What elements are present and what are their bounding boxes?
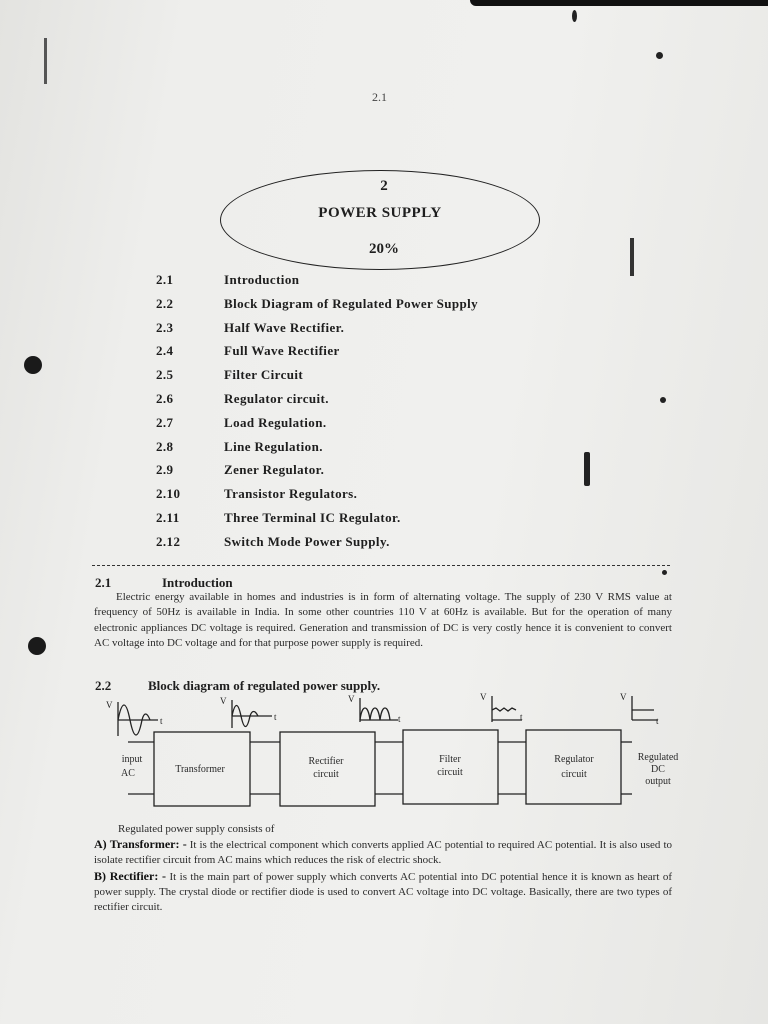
ac-input-waveform: [106, 700, 163, 736]
chapter-weightage: 20%: [369, 241, 399, 257]
toc-item: [156, 296, 576, 320]
rectifier-label-line2: circuit: [313, 769, 339, 780]
intro-text: Electric energy available in homes and industries is in form of alternating voltage. The supply of 230 V RMS value at frequency of 50Hz is available in India. In some other countries 110 V at 60Hz is available. But for the operation of many electronic appliances DC voltage is required. Generation and transmission of DC is very costly hence it is convenient to convert AC voltage into DC voltage and for that purpose power supply is required.: [94, 591, 672, 649]
punch-hole-top: [24, 356, 42, 374]
regulator-label-line1: Regulator: [554, 754, 594, 765]
ink-speck: [572, 10, 577, 22]
ink-speck: [662, 570, 667, 575]
axis-t-label: t: [656, 716, 659, 726]
regulator-block: [526, 730, 621, 804]
toc-num: 2.1: [156, 272, 174, 287]
toc-title: Block Diagram of Regulated Power Supply: [224, 295, 479, 311]
axis-v-label: V: [106, 700, 113, 710]
intro-paragraph: [94, 590, 672, 651]
axis-v-label: V: [620, 692, 627, 702]
toc-num: 2.12: [156, 533, 181, 549]
output-label-line3: output: [645, 776, 671, 787]
regulated-output-waveform: [620, 692, 659, 726]
chapter-title: POWER SUPPLY: [318, 205, 442, 221]
rectifier-definition: [94, 869, 672, 916]
output-label-line2: DC: [651, 764, 665, 775]
toc-title: Filter Circuit: [224, 367, 304, 383]
toc-num: 2.9: [156, 462, 174, 478]
definitions-lead: Regulated power supply consists of: [118, 823, 275, 835]
rectifier-definition-text: It is the main part of power supply which converts AC potential into DC potential hence it is known as heart of power supply. The crystal diode or rectifier diode is used to convert AC voltage into DC voltage. Basically, there are two types of rectifier circuit.: [94, 870, 673, 914]
ink-speck: [656, 52, 663, 59]
regulator-label-line2: circuit: [561, 769, 587, 780]
page-edge-shadow: [470, 0, 768, 6]
toc-item: [156, 272, 576, 296]
toc-num: 2.8: [156, 438, 174, 454]
toc-item: [156, 415, 576, 439]
filter-label-line2: circuit: [437, 767, 463, 778]
filter-output-waveform: [480, 692, 523, 722]
definitions: [94, 822, 672, 915]
toc-item: [156, 534, 576, 558]
ink-speck: [660, 397, 666, 403]
intro-section-number: 2.1: [95, 575, 112, 590]
rectifier-output-waveform: [348, 694, 401, 724]
ink-streak: [584, 452, 590, 486]
intro-heading: Introduction: [162, 575, 233, 590]
staple-mark: [44, 38, 47, 84]
toc-num: 2.7: [156, 414, 174, 430]
toc-num: 2.6: [156, 390, 174, 406]
toc-item: [156, 343, 576, 367]
toc-num: 2.11: [156, 509, 180, 525]
toc-title: Zener Regulator.: [224, 462, 325, 478]
axis-v-label: V: [220, 696, 227, 706]
input-label-line2: AC: [121, 768, 135, 779]
toc-num: 2.10: [156, 486, 181, 502]
axis-v-label: V: [480, 692, 487, 702]
toc-item: [156, 462, 576, 486]
toc-num: 2.3: [156, 319, 174, 335]
toc-item: [156, 391, 576, 415]
axis-t-label: t: [160, 716, 163, 726]
toc-title: Switch Mode Power Supply.: [224, 533, 390, 549]
toc-title: Half Wave Rectifier.: [224, 319, 345, 335]
block-diagram: [92, 690, 692, 820]
toc-item: [156, 320, 576, 344]
toc-title: Transistor Regulators.: [224, 486, 358, 502]
input-label-line1: input: [121, 754, 143, 765]
toc-item: [156, 510, 576, 534]
axis-t-label: t: [520, 712, 523, 722]
axis-v-label: V: [348, 694, 355, 704]
output-label-line1: Regulated: [637, 752, 679, 763]
toc-title: Load Regulation.: [224, 414, 327, 430]
section-divider: [92, 565, 670, 566]
punch-hole-bottom: [28, 637, 46, 655]
rectifier-label-line1: Rectifier: [308, 756, 344, 767]
toc-title: Three Terminal IC Regulator.: [224, 509, 401, 525]
axis-t-label: t: [274, 712, 277, 722]
axis-t-label: t: [398, 714, 401, 724]
rectifier-definition-label: B) Rectifier: -: [94, 868, 167, 883]
page-number: 2.1: [372, 90, 387, 104]
toc-title: Introduction: [224, 272, 300, 287]
toc-num: 2.2: [156, 295, 174, 311]
table-of-contents: [156, 272, 576, 558]
transformer-definition-label: A) Transformer: -: [94, 837, 187, 852]
toc-item: [156, 439, 576, 463]
transformer-output-waveform: [220, 696, 277, 728]
toc-num: 2.4: [156, 343, 174, 359]
transformer-label: Transformer: [175, 764, 225, 775]
toc-title: Regulator circuit.: [224, 390, 329, 406]
block-heading: Block diagram of regulated power supply.: [148, 678, 381, 693]
transformer-definition: [94, 837, 672, 868]
filter-label-line1: Filter: [439, 754, 461, 765]
toc-num: 2.5: [156, 367, 174, 383]
toc-item: [156, 486, 576, 510]
transformer-definition-text: It is the electrical component which converts applied AC potential to required AC potential. It is also used to isolate rectifier circuit from AC mains which reduces the risk of electric shock.: [94, 839, 672, 867]
toc-title: Full Wave Rectifier: [224, 343, 340, 359]
chapter-number: 2: [380, 178, 388, 194]
block-section-number: 2.2: [95, 678, 112, 693]
toc-title: Line Regulation.: [224, 438, 323, 454]
toc-item: [156, 367, 576, 391]
